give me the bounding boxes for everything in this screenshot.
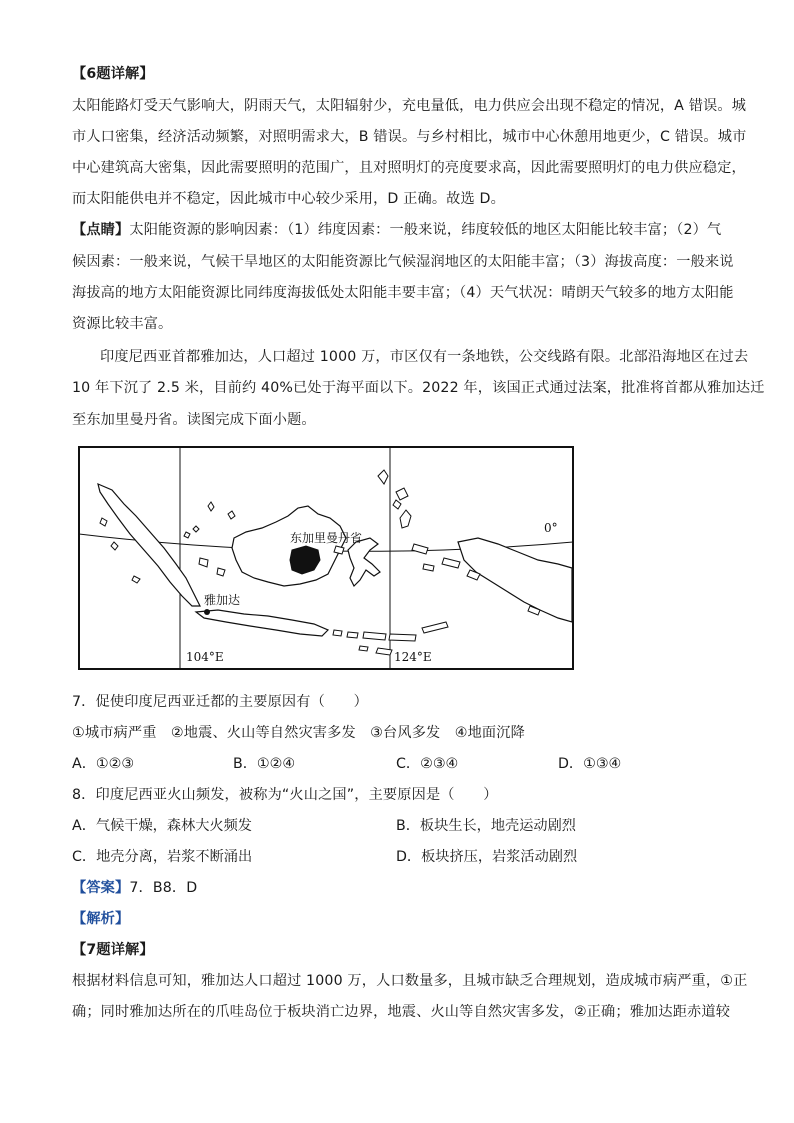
indonesia-map [78,446,574,670]
tip-line: 海拔高的地方太阳能资源比同纬度海拔低处太阳能丰要丰富；（4）天气状况：晴朗天气较多的地方太阳能 [72,285,734,301]
answer-tag: 【答案】 [72,880,130,896]
tip-line: 资源比较丰富。 [72,316,173,332]
q6-detail-line: 而太阳能供电并不稳定，因此城市中心较少采用，D 正确。故选 D。 [72,191,505,207]
q8-option-d: D．板块挤压，岩浆活动剧烈 [396,849,578,865]
q6-detail-line: 中心建筑高大密集，因此需要照明的范围广，且对照明灯的亮度要求高，因此需要照明灯的电力供应稳定， [72,160,746,176]
tip-text: 太阳能资源的影响因素：（1）纬度因素：一般来说，纬度较低的地区太阳能比较丰富；（2）气 [129,222,722,238]
lon-104e-label: 104°E [186,650,224,664]
q8-option-c: C．地壳分离，岩浆不断涌出 [72,849,253,865]
equator-label: 0° [544,521,558,535]
answer-line [72,878,732,898]
material-line: 印度尼西亚首都雅加达，人口超过 1000 万，市区仅有一条地铁，公交线路有限。北部沿海地区在过去 [100,349,749,365]
tip-first-line [72,220,732,240]
q8-option-a: A．气候干燥，森林大火频发 [72,818,252,834]
q7-detail-header: 【7题详解】 [72,942,154,958]
jakarta-marker [204,609,210,615]
q7-detail-line: 根据材料信息可知，雅加达人口超过 1000 万，人口数量多，且城市缺乏合理规划，造成城市病严重，①正 [72,973,748,989]
analysis-tag: 【解析】 [72,911,130,927]
lon-124e-label: 124°E [394,650,432,664]
east-kalimantan-label: 东加里曼丹省 [290,531,363,545]
q8-option-b: B．板块生长，地壳运动剧烈 [396,818,576,834]
q6-detail-line: 太阳能路灯受天气影响大，阴雨天气，太阳辐射少，充电量低，电力供应会出现不稳定的情况，A 错误。城 [72,98,747,114]
jakarta-label: 雅加达 [204,593,241,607]
q7-option-d: D．①③④ [558,756,622,772]
material-line: 10 年下沉了 2.5 米，目前约 40%已处于海平面以下。2022 年，该国正式通过法案，批准将首都从雅加达迁 [72,380,765,396]
tip-tag: 【点睛】 [72,222,130,238]
q6-detail-line: 市人口密集，经济活动频繁，对照明需求大，B 错误。与乡村相比，城市中心休憩用地更少，C 错误。城市 [72,129,747,145]
sulawesi-islet [334,546,344,554]
material-line: 至东加里曼丹省。读图完成下面小题。 [72,412,316,428]
q7-detail-line: 确；同时雅加达所在的爪哇岛位于板块消亡边界，地震、火山等自然灾害多发，②正确；雅加达距赤道较 [72,1004,731,1020]
q7-stem: 7．促使印度尼西亚迁都的主要原因有（ ） [72,694,368,710]
tip-line: 候因素：一般来说，气候干旱地区的太阳能资源比气候湿润地区的太阳能丰富；（3）海拔高度：一般来说 [72,254,734,270]
q7-option-a: A．①②③ [72,756,135,772]
q8-stem: 8．印度尼西亚火山频发，被称为“火山之国”，主要原因是（ ） [72,787,498,803]
q7-option-b: B．①②④ [233,756,296,772]
answer-text: 7．B8．D [129,880,198,896]
q7-option-c: C．②③④ [396,756,459,772]
q7-items: ①城市病严重 ②地震、火山等自然灾害多发 ③台风多发 ④地面沉降 [72,725,525,741]
q6-detail-header: 【6题详解】 [72,66,154,82]
map-svg [78,446,574,670]
